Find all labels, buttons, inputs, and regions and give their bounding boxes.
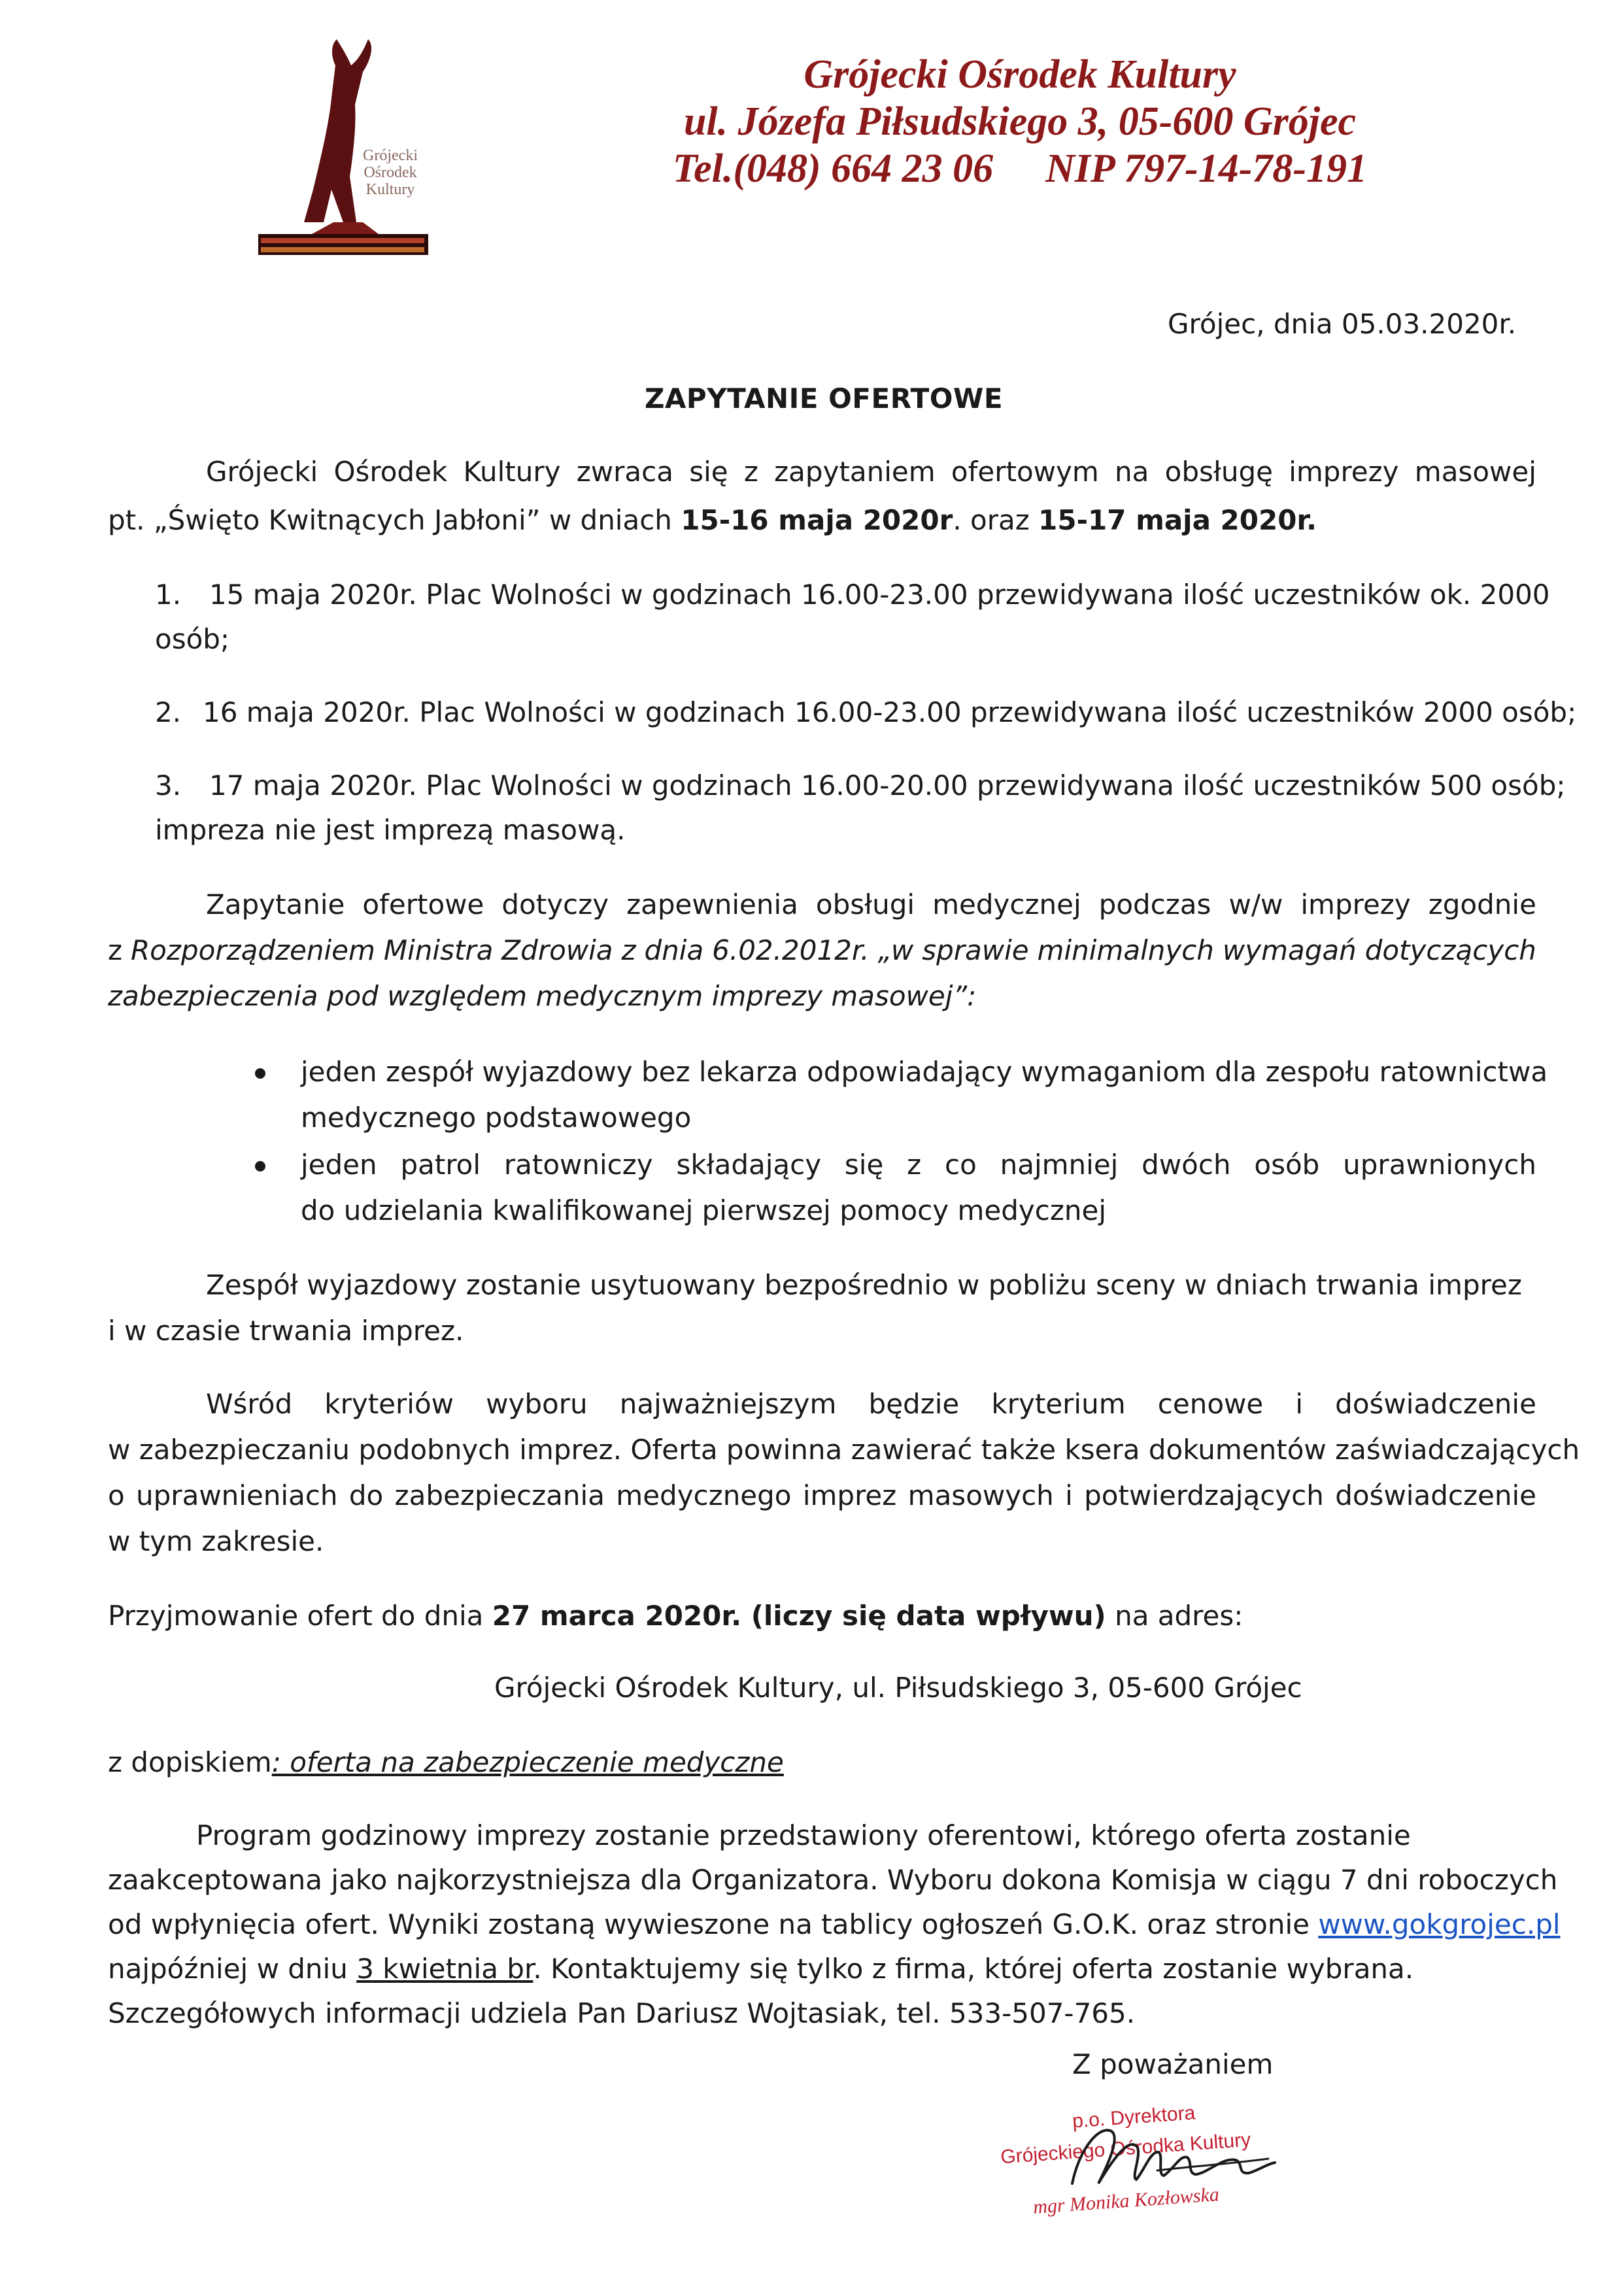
organization-contact xyxy=(575,145,1464,192)
word: się xyxy=(689,456,728,488)
program-line-1: Program godzinowy imprezy zostanie przedstawiony oferentowi, którego oferta zostanie xyxy=(196,1819,1411,1851)
team-line-2: i w czasie trwania imprez. xyxy=(108,1315,464,1347)
word: najważniejszym xyxy=(619,1388,837,1420)
word: minimalnych xyxy=(1037,934,1214,966)
word: wyboru xyxy=(486,1388,588,1420)
word: kryterium xyxy=(991,1388,1126,1420)
inquiry-line-3: zabezpieczenia pod względem medycznym imprezy masowej”: xyxy=(108,980,977,1012)
word: i xyxy=(1065,1479,1073,1511)
delivery-address: Grójecki Ośrodek Kultury, ul. Piłsudskiego 3, 05-600 Grójec xyxy=(494,1672,1302,1704)
word: składający xyxy=(676,1149,822,1181)
word: obsługę xyxy=(1164,456,1273,488)
criteria-line-3 xyxy=(108,1474,1536,1518)
word: obsługi xyxy=(815,888,915,920)
word: i xyxy=(1295,1388,1304,1420)
program-line-5: Szczegółowych informacji udziela Pan Dariusz Wojtasiak, tel. 533-507-765. xyxy=(108,1997,1136,2029)
word: zabezpieczania xyxy=(394,1479,605,1511)
word: sprawie xyxy=(922,934,1029,966)
criteria-line-1 xyxy=(206,1382,1536,1426)
deadline-line xyxy=(108,1594,1243,1638)
program-text: od wpłynięcia ofert. Wyniki zostaną wywieszone na tablicy ogłoszeń G.O.K. oraz stronie xyxy=(108,1908,1319,1940)
intro-text: . xyxy=(1306,504,1317,536)
word: Zapytanie xyxy=(206,888,345,920)
word: zapewnienia xyxy=(626,888,798,920)
bullet-2-line-1 xyxy=(301,1143,1536,1187)
document-title: ZAPYTANIE OFERTOWE xyxy=(644,382,1004,414)
word: Zdrowia xyxy=(501,934,613,966)
word: dwóch xyxy=(1142,1149,1231,1181)
word: medycznej xyxy=(932,888,1081,920)
logo-line: Kultury xyxy=(365,181,415,198)
criteria-line-4: w tym zakresie. xyxy=(108,1525,324,1557)
deadline-text: na adres: xyxy=(1106,1600,1243,1632)
letterhead xyxy=(575,51,1464,192)
deadline-date: 27 marca 2020r. (liczy się data wpływu) xyxy=(492,1600,1106,1632)
word: do xyxy=(348,1479,384,1511)
word: najmniej xyxy=(1000,1149,1119,1181)
word: o xyxy=(108,1479,125,1511)
word: dotyczy xyxy=(501,888,609,920)
program-text: . Kontaktujemy się tylko z firma, której oferta zostanie wybrana. xyxy=(533,1953,1414,1985)
remark-text: : oferta na zabezpieczenie medyczne xyxy=(271,1746,784,1778)
word: medycznego xyxy=(616,1479,792,1511)
word: zgodnie xyxy=(1428,888,1536,920)
organization-address: ul. Józefa Piłsudskiego 3, 05-600 Grójec xyxy=(683,99,1357,144)
inquiry-line-1 xyxy=(206,883,1536,927)
item-1-line-2: osób; xyxy=(155,623,230,655)
word: będzie xyxy=(868,1388,960,1420)
criteria-line-2: w zabezpieczaniu podobnych imprez. Oferta powinna zawierać także ksera dokumentów zaświadczających xyxy=(108,1434,1580,1466)
word: „w xyxy=(877,934,914,966)
item-number: 3. xyxy=(155,769,182,801)
word: doświadczenie xyxy=(1335,1479,1536,1511)
word: się xyxy=(844,1149,884,1181)
bullet-icon xyxy=(255,1068,265,1079)
word: patrol xyxy=(400,1149,481,1181)
bullet-icon xyxy=(255,1161,265,1172)
word: z xyxy=(743,456,758,488)
remark-prefix: z dopiskiem xyxy=(108,1746,272,1778)
item-number: 2. xyxy=(155,696,182,728)
stamp-line: Grójeckiego Ośrodka Kultury xyxy=(1000,2129,1252,2168)
item-3-line-1: 17 maja 2020r. Plac Wolności w godzinach 16.00-20.00 przewidywana ilość uczestników 500 osób; xyxy=(209,769,1566,801)
word: Kultury xyxy=(463,456,561,488)
date-range-1: 15-16 maja 2020r xyxy=(681,504,953,536)
bullet-1-line-1: jeden zespół wyjazdowy bez lekarza odpowiadający wymaganiom dla zespołu ratownictwa xyxy=(301,1056,1548,1088)
dancer-silhouette-icon xyxy=(258,26,428,255)
program-line-3 xyxy=(108,1902,1561,1947)
word: Rozporządzeniem xyxy=(131,934,375,966)
item-number: 1. xyxy=(155,579,182,611)
word: kryteriów xyxy=(324,1388,454,1420)
contact-deadline: 3 kwietnia br xyxy=(356,1953,533,1985)
program-line-4 xyxy=(108,1947,1413,1991)
word: ofertowym xyxy=(951,456,1099,488)
logo-line: Ośrodek xyxy=(364,164,417,181)
item-1-line-1: 15 maja 2020r. Plac Wolności w godzinach 16.00-23.00 przewidywana ilość uczestników ok. 2000 xyxy=(209,579,1550,611)
website-link[interactable]: www.gokgrojec.pl xyxy=(1318,1908,1561,1940)
word: na xyxy=(1115,456,1149,488)
team-line-1: Zespół wyjazdowy zostanie usytuowany bezpośrednio w pobliżu sceny w dniach trwania imprez xyxy=(206,1269,1522,1301)
date-line: Grójec, dnia 05.03.2020r. xyxy=(1168,308,1517,340)
item-3-line-2: impreza nie jest imprezą masową. xyxy=(155,814,626,846)
word: jeden xyxy=(301,1149,377,1181)
word: doświadczenie xyxy=(1335,1388,1536,1420)
date-range-2: 15-17 maja 2020r xyxy=(1038,504,1307,536)
bullet-1-line-2: medycznego podstawowego xyxy=(301,1102,692,1134)
item-2-line-1: 16 maja 2020r. Plac Wolności w godzinach 16.00-23.00 przewidywana ilość uczestników 2000 osób; xyxy=(203,696,1577,728)
remark-line xyxy=(108,1740,784,1785)
bullet-2-line-2: do udzielania kwalifikowanej pierwszej pomocy medycznej xyxy=(301,1194,1106,1226)
organization-nip: NIP 797-14-78-191 xyxy=(1045,146,1368,191)
word: imprez xyxy=(802,1479,897,1511)
word: zwraca xyxy=(576,456,673,488)
word: Grójecki xyxy=(206,456,318,488)
word: masowej xyxy=(1414,456,1536,488)
inquiry-line-2 xyxy=(108,928,1536,973)
word: z xyxy=(907,1149,922,1181)
word: osób xyxy=(1254,1149,1320,1181)
deadline-text: Przyjmowanie ofert do dnia xyxy=(108,1600,492,1632)
word: wymagań xyxy=(1222,934,1357,966)
intro-line-1 xyxy=(206,450,1536,494)
word: imprezy xyxy=(1289,456,1399,488)
closing-line: Z poważaniem xyxy=(1072,2048,1274,2080)
word: uprawnionych xyxy=(1343,1149,1536,1181)
intro-text: pt. „Święto Kwitnących Jabłoni” w dniach xyxy=(108,504,681,536)
logo-line: Grójecki xyxy=(363,147,418,164)
word: Ministra xyxy=(383,934,494,966)
word: dnia xyxy=(644,934,704,966)
word: z xyxy=(108,934,123,966)
word: zapytaniem xyxy=(774,456,936,488)
word: 6.02.2012r. xyxy=(712,934,870,966)
word: co xyxy=(944,1149,977,1181)
word: ofertowe xyxy=(362,888,484,920)
intro-line-2 xyxy=(108,498,1317,543)
stamp-line: mgr Monika Kozłowska xyxy=(1032,2184,1220,2218)
organization-phone: Tel.(048) 664 23 06 xyxy=(672,146,994,191)
organization-name: Grójecki Ośrodek Kultury xyxy=(804,52,1236,97)
handwritten-signature xyxy=(1059,2112,1281,2203)
word: Wśród xyxy=(206,1388,293,1420)
program-line-2: zaakceptowana jako najkorzystniejsza dla Organizatora. Wyboru dokona Komisja w ciągu 7 dni roboczych xyxy=(108,1864,1558,1896)
organization-logo xyxy=(258,26,428,255)
word: imprezy xyxy=(1300,888,1411,920)
word: Ośrodek xyxy=(333,456,448,488)
word: ratowniczy xyxy=(503,1149,653,1181)
logo-caption xyxy=(351,147,430,198)
word: z xyxy=(621,934,636,966)
program-text: najpóźniej w dniu xyxy=(108,1953,357,1985)
word: dotyczących xyxy=(1364,934,1536,966)
word: masowych xyxy=(907,1479,1054,1511)
intro-text: . oraz xyxy=(953,504,1039,536)
word: potwierdzających xyxy=(1084,1479,1324,1511)
word: w/w xyxy=(1228,888,1283,920)
word: podczas xyxy=(1098,888,1211,920)
word: cenowe xyxy=(1157,1388,1264,1420)
stamp-line: p.o. Dyrektora xyxy=(1072,2102,1196,2133)
word: uprawnieniach xyxy=(136,1479,338,1511)
